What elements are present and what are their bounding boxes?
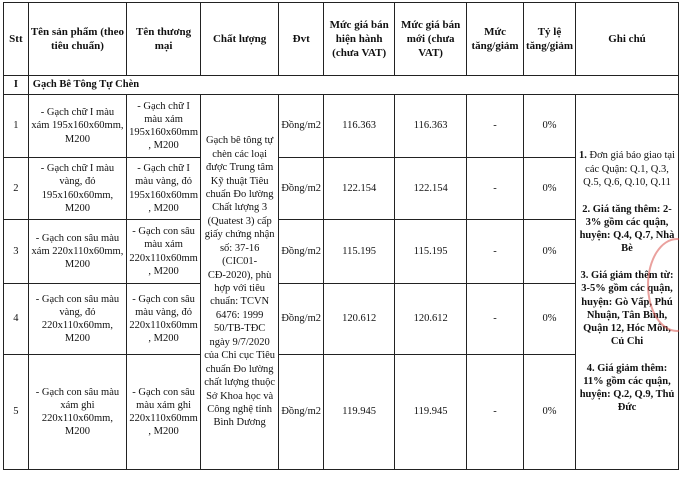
row-brand: - Gạch chữ I màu xám 195x160x60mm , M200 [127,95,201,158]
header-current-price: Mức giá bán hiện hành (chưa VAT) [324,3,395,76]
row-brand: - Gạch con sâu màu xám ghi 220x110x60mm , M200 [127,355,201,470]
row-product: - Gạch con sâu màu xám 220x110x60mm, M200 [28,220,126,284]
header-rate: Tỷ lệ tăng/giảm [523,3,575,76]
note-item [578,149,676,188]
row-change: - [467,355,524,470]
section-title: Gạch Bê Tông Tự Chèn [28,76,678,95]
row-change: - [467,284,524,355]
note-number: 4. [586,363,595,375]
header-change: Mức tăng/giảm [467,3,524,76]
row-new-price: 122.154 [395,158,467,220]
row-new-price: 115.195 [395,220,467,284]
header-quality: Chất lượng [201,3,279,76]
header-unit: Đvt [279,3,324,76]
row-new-price: 119.945 [395,355,467,470]
row-brand: - Gạch con sâu màu xám 220x110x60mm , M200 [127,220,201,284]
header-brand: Tên thương mại [127,3,201,76]
header-notes: Ghi chú [576,3,679,76]
row-current-price: 116.363 [324,95,395,158]
note-number: 2. [582,203,591,215]
note-item [578,269,676,348]
row-rate: 0% [523,355,575,470]
header-product: Tên sản phẩm (theo tiêu chuẩn) [28,3,126,76]
row-rate: 0% [523,220,575,284]
row-brand: - Gạch con sâu màu vàng, đỏ 220x110x60mm , M200 [127,284,201,355]
note-text: Đơn giá báo giao tại các Quận: Q.1, Q.3, Q.5, Q.6, Q.10, Q.11 [583,150,675,188]
row-rate: 0% [523,158,575,220]
row-stt: 2 [4,158,29,220]
section-number: I [4,76,29,95]
note-text: Giá tăng thêm: 2-3% gồm các quận, huyện: Q.4, Q.7, Nhà Bè [579,203,675,255]
header-new-price: Mức giá bán mới (chưa VAT) [395,3,467,76]
row-unit: Đồng/m2 [279,355,324,470]
row-product: - Gạch con sâu màu vàng, đỏ 220x110x60mm, M200 [28,284,126,355]
row-change: - [467,95,524,158]
row-product: - Gạch chữ I màu xám 195x160x60mm, M200 [28,95,126,158]
note-number: 3. [580,270,589,282]
row-product: - Gạch con sâu màu xám ghi 220x110x60mm, M200 [28,355,126,470]
price-table [3,2,679,470]
row-rate: 0% [523,95,575,158]
quality-description: Gạch bê tông tự chèn các loại được Trung tâm Kỹ thuật Tiêu chuẩn Đo lường Chất lượng 3 (Quatest 3) cấp giấy chứng nhận số: 37-16 (CIC01-CĐ-2020), phù hợp với tiêu chuẩn: TCVN 6476: 1999 50/TB-TĐC ngày 9/7/2020 của Chi cục Tiêu chuẩn Đo lường chất lượng thuộc Sở Khoa học và Công nghệ tỉnh Bình Dương [201,95,279,470]
row-current-price: 120.612 [324,284,395,355]
row-unit: Đồng/m2 [279,158,324,220]
row-stt: 4 [4,284,29,355]
row-unit: Đồng/m2 [279,284,324,355]
row-stt: 3 [4,220,29,284]
row-product: - Gạch chữ I màu vàng, đỏ 195x160x60mm, M200 [28,158,126,220]
row-new-price: 120.612 [395,284,467,355]
row-new-price: 116.363 [395,95,467,158]
header-stt: Stt [4,3,29,76]
section-row [4,76,679,95]
row-brand: - Gạch chữ I màu vàng, đỏ 195x160x60mm , M200 [127,158,201,220]
note-text: Giá giảm thêm: 11% gồm các quận, huyện: Q.2, Q.9, Thủ Đức [579,363,675,414]
row-current-price: 119.945 [324,355,395,470]
row-rate: 0% [523,284,575,355]
notes-cell [576,95,679,470]
note-item [578,203,676,256]
row-current-price: 122.154 [324,158,395,220]
row-unit: Đồng/m2 [279,220,324,284]
note-text: Giá giảm thêm từ: 3-5% gồm các quận, huyện: Gò Vấp, Phú Nhuận, Tân Bình, Quận 12, Hóc Môn, Củ Chi [581,270,674,347]
row-stt: 1 [4,95,29,158]
note-number: 1. [579,150,587,162]
row-change: - [467,158,524,220]
header-row [4,3,679,76]
row-unit: Đồng/m2 [279,95,324,158]
note-item [578,362,676,415]
table-row [4,95,679,158]
row-change: - [467,220,524,284]
row-stt: 5 [4,355,29,470]
row-current-price: 115.195 [324,220,395,284]
